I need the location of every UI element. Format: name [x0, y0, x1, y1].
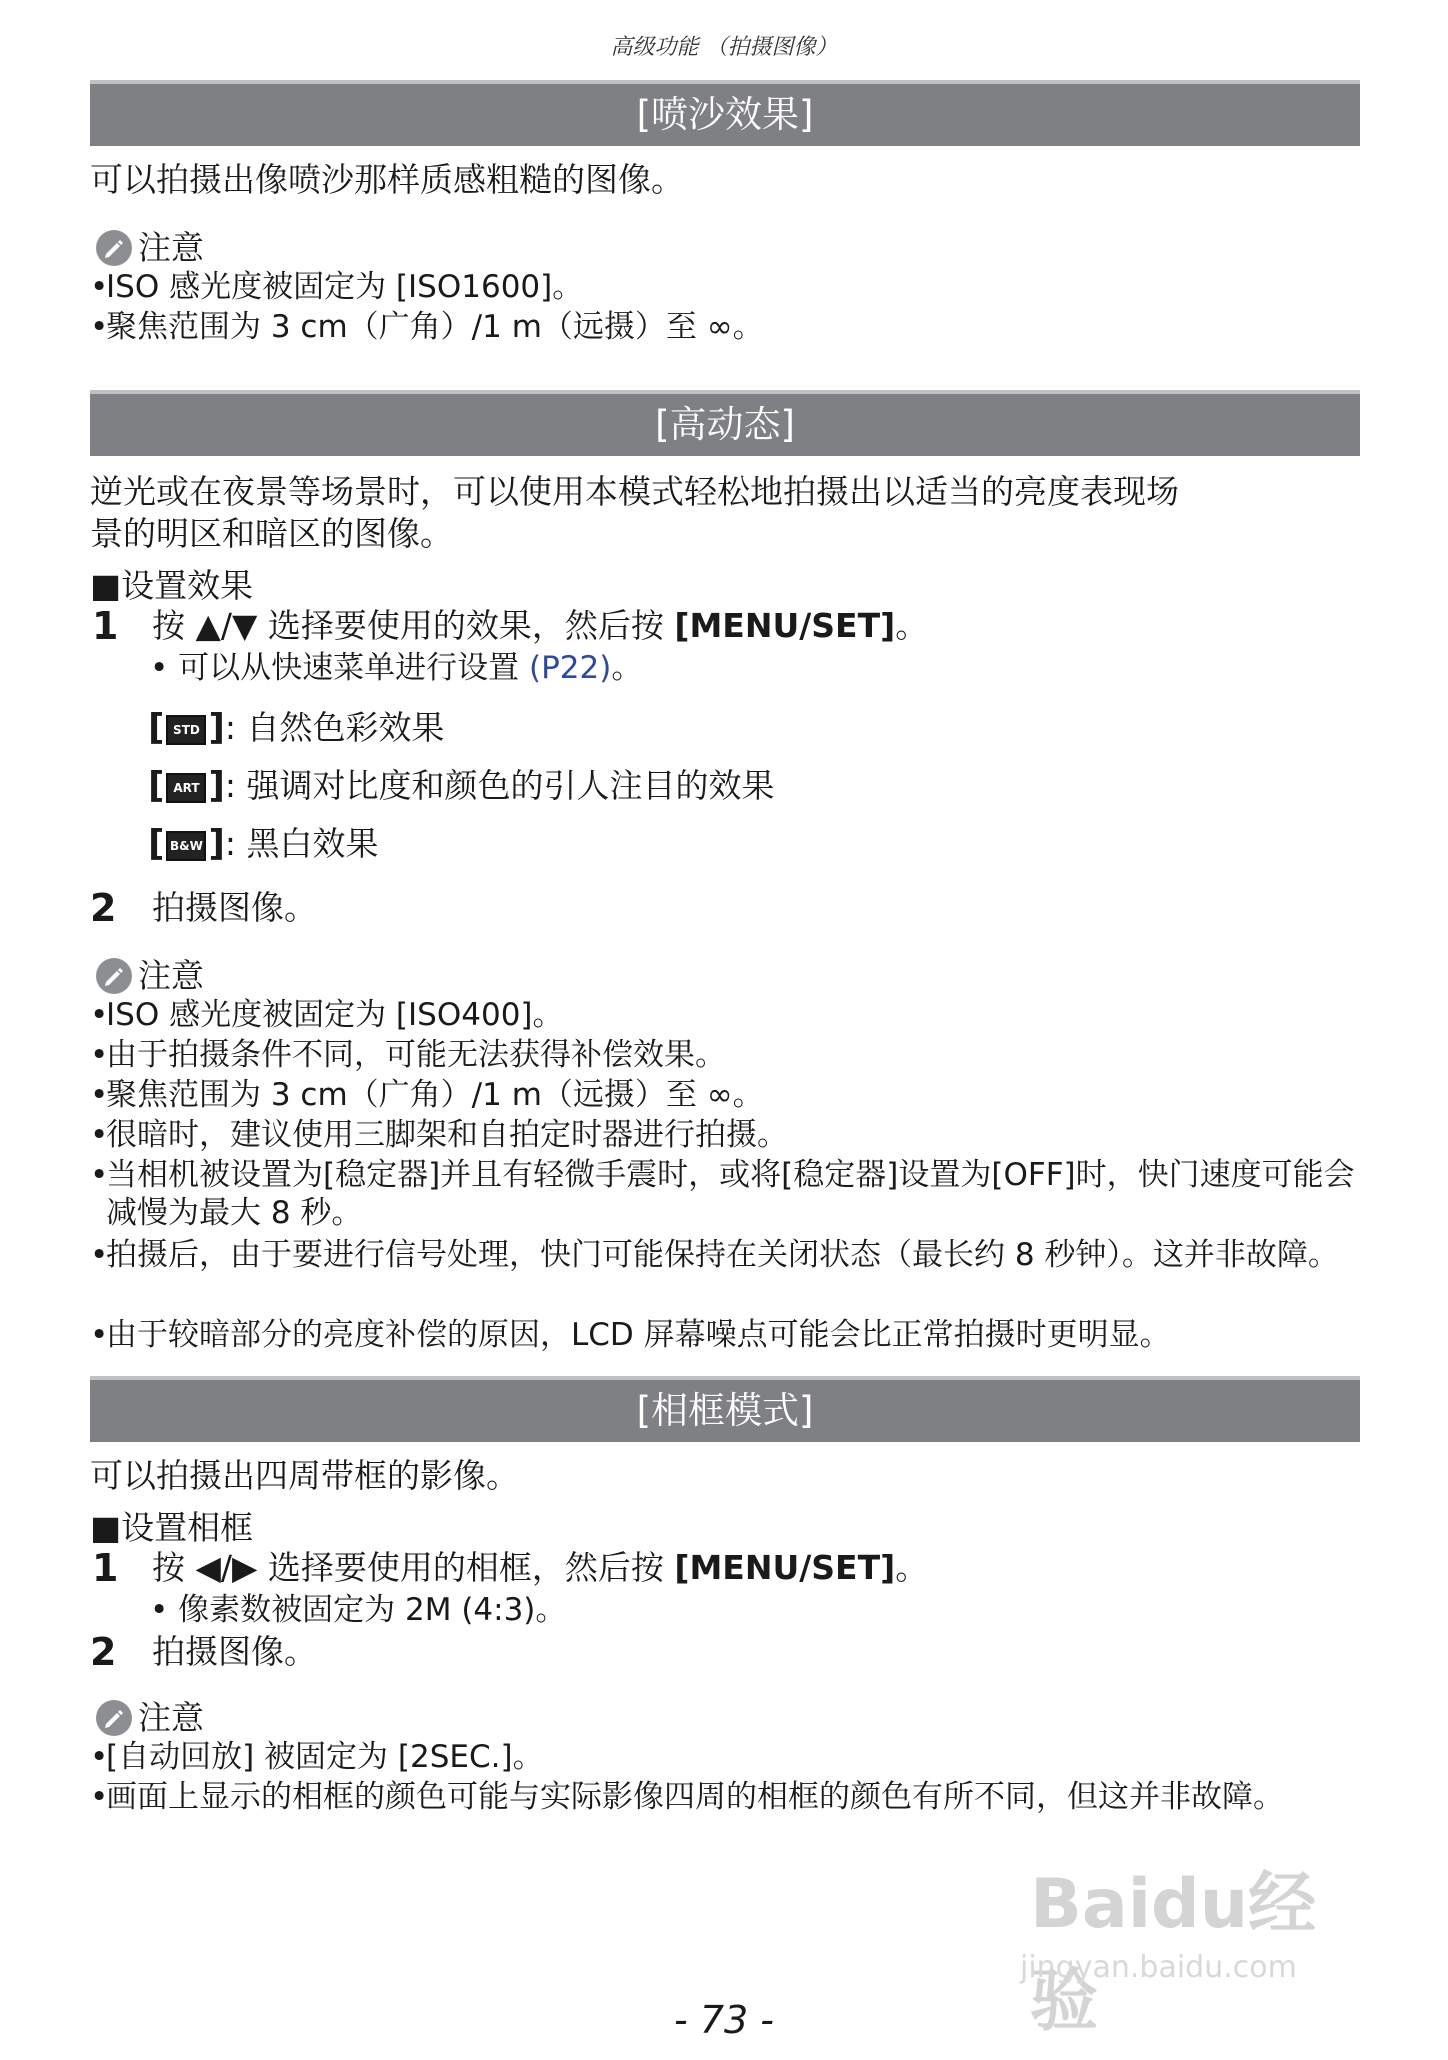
step-number: 2	[90, 1630, 117, 1674]
page-link-p22[interactable]: (P22)	[529, 650, 612, 686]
hdr-note-heading	[96, 956, 204, 996]
sandblast-note-heading	[96, 228, 204, 268]
art-mode-icon: ART	[166, 773, 206, 803]
hdr-step1-subnote: • 可以从快速菜单进行设置 (P22)。	[150, 650, 643, 686]
pencil-note-icon	[96, 230, 132, 266]
hdr-step1-text: 按 ▲/▼ 选择要使用的效果，然后按 [MENU/SET]。	[152, 606, 929, 645]
hdr-description-line1: 逆光或在夜景等场景时，可以使用本模式轻松地拍摄出以适当的亮度表现场	[90, 472, 1179, 511]
section-title-hdr: [高动态]	[90, 390, 1360, 456]
frame-step2-text: 拍摄图像。	[152, 1632, 317, 1671]
pencil-note-icon	[96, 958, 132, 994]
baidu-watermark: Baidu经验	[1030, 1865, 1317, 2041]
note-title: 注意	[138, 228, 204, 267]
pencil-note-icon	[96, 1700, 132, 1736]
step-number: 2	[90, 886, 117, 930]
hdr-option-bw: [ B&W ]: 黑白效果	[148, 823, 379, 864]
frame-step1-subnote: • 像素数被固定为 2M (4:3)。	[150, 1592, 567, 1628]
hdr-description-line2: 景的明区和暗区的图像。	[90, 514, 453, 553]
frame-description: 可以拍摄出四周带框的影像。	[90, 1456, 519, 1495]
frame-setting-heading: ■设置相框	[90, 1508, 254, 1547]
hdr-step2-text: 拍摄图像。	[152, 888, 317, 927]
hdr-option-art: [ ART ]: 强调对比度和颜色的引人注目的效果	[148, 765, 775, 806]
frame-note-heading	[96, 1698, 204, 1738]
bw-mode-icon: B&W	[166, 831, 206, 861]
step-number: 1	[92, 1546, 119, 1590]
sandblast-description: 可以拍摄出像喷沙那样质感粗糙的图像。	[90, 160, 684, 199]
section-title-frame: [相框模式]	[90, 1376, 1360, 1442]
std-mode-icon: STD	[166, 715, 206, 745]
section-title-sandblast: [喷沙效果]	[90, 80, 1360, 146]
page-number: - 73 -	[674, 1998, 774, 2042]
note-title: 注意	[138, 956, 204, 995]
baidu-watermark-url: jingyan.baidu.com	[1020, 1950, 1297, 1985]
step-number: 1	[92, 604, 119, 648]
running-header: 高级功能 （拍摄图像）	[610, 35, 838, 60]
note-title: 注意	[138, 1698, 204, 1737]
hdr-setting-heading: ■设置效果	[90, 566, 254, 605]
frame-step1-text: 按 ◀/▶ 选择要使用的相框，然后按 [MENU/SET]。	[152, 1548, 929, 1587]
hdr-option-std: [ STD ]: 自然色彩效果	[148, 707, 445, 748]
